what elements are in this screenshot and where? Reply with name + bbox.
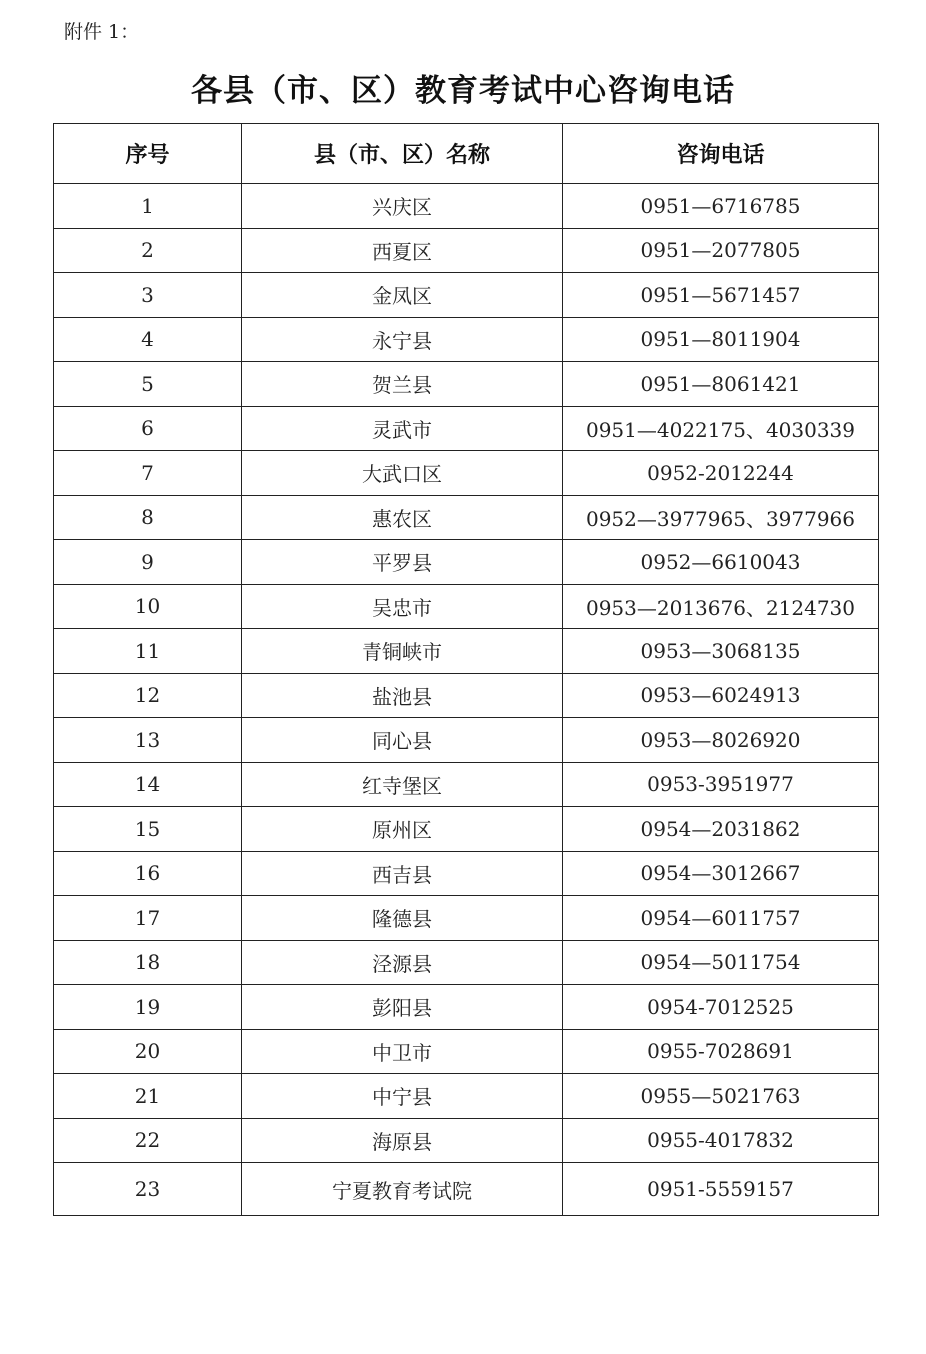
- cell-name: 永宁县: [242, 317, 563, 362]
- cell-name: 同心县: [242, 718, 563, 763]
- cell-seq: 14: [54, 762, 242, 807]
- header-phone: 咨询电话: [563, 124, 879, 184]
- cell-seq: 18: [54, 940, 242, 985]
- cell-name: 大武口区: [242, 451, 563, 496]
- cell-seq: 22: [54, 1118, 242, 1163]
- table-row: [54, 985, 879, 1030]
- page-title: 各县（市、区）教育考试中心咨询电话: [191, 73, 735, 109]
- cell-seq: 4: [54, 317, 242, 362]
- table-body: [54, 184, 879, 1216]
- table-row: [54, 851, 879, 896]
- table-row: [54, 584, 879, 629]
- cell-name: 中宁县: [242, 1074, 563, 1119]
- cell-seq: 12: [54, 673, 242, 718]
- cell-phone: 0953—6024913: [563, 673, 879, 718]
- table-row: [54, 1029, 879, 1074]
- cell-seq: 13: [54, 718, 242, 763]
- cell-phone: 0951-5559157: [563, 1163, 879, 1216]
- cell-name: 海原县: [242, 1118, 563, 1163]
- header-row: [54, 124, 879, 184]
- cell-seq: 20: [54, 1029, 242, 1074]
- cell-phone: 0955—5021763: [563, 1074, 879, 1119]
- table-row: [54, 896, 879, 941]
- header-seq: 序号: [54, 124, 242, 184]
- cell-name: 西吉县: [242, 851, 563, 896]
- cell-name: 红寺堡区: [242, 762, 563, 807]
- cell-name: 隆德县: [242, 896, 563, 941]
- table-row: [54, 940, 879, 985]
- cell-phone: 0951—8061421: [563, 362, 879, 407]
- table-row: [54, 495, 879, 540]
- cell-seq: 2: [54, 228, 242, 273]
- cell-phone: 0951—4022175、4030339: [563, 406, 879, 451]
- cell-name: 西夏区: [242, 228, 563, 273]
- cell-name: 原州区: [242, 807, 563, 852]
- table-row: [54, 451, 879, 496]
- cell-seq: 5: [54, 362, 242, 407]
- table-row: [54, 807, 879, 852]
- cell-phone: 0951—2077805: [563, 228, 879, 273]
- table-row: [54, 540, 879, 585]
- header-name: 县（市、区）名称: [242, 124, 563, 184]
- cell-phone: 0954—5011754: [563, 940, 879, 985]
- table-row: [54, 317, 879, 362]
- table-row: [54, 362, 879, 407]
- table-row: [54, 1074, 879, 1119]
- cell-name: 泾源县: [242, 940, 563, 985]
- contact-table: [53, 123, 879, 1216]
- cell-phone: 0951—5671457: [563, 273, 879, 318]
- cell-seq: 8: [54, 495, 242, 540]
- cell-phone: 0952-2012244: [563, 451, 879, 496]
- cell-phone: 0953—8026920: [563, 718, 879, 763]
- cell-phone: 0953—3068135: [563, 629, 879, 674]
- cell-phone: 0952—6610043: [563, 540, 879, 585]
- cell-seq: 15: [54, 807, 242, 852]
- table-row: [54, 184, 879, 229]
- cell-name: 彭阳县: [242, 985, 563, 1030]
- cell-name: 盐池县: [242, 673, 563, 718]
- cell-seq: 21: [54, 1074, 242, 1119]
- cell-seq: 11: [54, 629, 242, 674]
- cell-phone: 0954—6011757: [563, 896, 879, 941]
- cell-phone: 0952—3977965、3977966: [563, 495, 879, 540]
- attachment-label: 附件 1：: [64, 21, 140, 43]
- cell-phone: 0954—2031862: [563, 807, 879, 852]
- cell-name: 金凤区: [242, 273, 563, 318]
- cell-phone: 0953—2013676、2124730: [563, 584, 879, 629]
- cell-name: 青铜峡市: [242, 629, 563, 674]
- table-row: [54, 629, 879, 674]
- table-row: [54, 406, 879, 451]
- cell-name: 贺兰县: [242, 362, 563, 407]
- cell-phone: 0955-4017832: [563, 1118, 879, 1163]
- cell-phone: 0954—3012667: [563, 851, 879, 896]
- table-header: [54, 124, 879, 184]
- table-row: [54, 228, 879, 273]
- cell-name: 平罗县: [242, 540, 563, 585]
- table-row: [54, 1118, 879, 1163]
- cell-seq: 1: [54, 184, 242, 229]
- cell-name: 惠农区: [242, 495, 563, 540]
- cell-seq: 16: [54, 851, 242, 896]
- cell-name: 宁夏教育考试院: [242, 1163, 563, 1216]
- table-row: [54, 1163, 879, 1216]
- table-row: [54, 762, 879, 807]
- cell-name: 中卫市: [242, 1029, 563, 1074]
- cell-phone: 0953-3951977: [563, 762, 879, 807]
- cell-seq: 7: [54, 451, 242, 496]
- cell-seq: 9: [54, 540, 242, 585]
- cell-name: 兴庆区: [242, 184, 563, 229]
- cell-seq: 3: [54, 273, 242, 318]
- cell-phone: 0955-7028691: [563, 1029, 879, 1074]
- table-row: [54, 673, 879, 718]
- cell-phone: 0951—6716785: [563, 184, 879, 229]
- table-row: [54, 273, 879, 318]
- cell-seq: 6: [54, 406, 242, 451]
- cell-name: 灵武市: [242, 406, 563, 451]
- cell-seq: 10: [54, 584, 242, 629]
- cell-seq: 17: [54, 896, 242, 941]
- cell-phone: 0954-7012525: [563, 985, 879, 1030]
- cell-name: 吴忠市: [242, 584, 563, 629]
- cell-seq: 23: [54, 1163, 242, 1216]
- cell-phone: 0951—8011904: [563, 317, 879, 362]
- cell-seq: 19: [54, 985, 242, 1030]
- table-row: [54, 718, 879, 763]
